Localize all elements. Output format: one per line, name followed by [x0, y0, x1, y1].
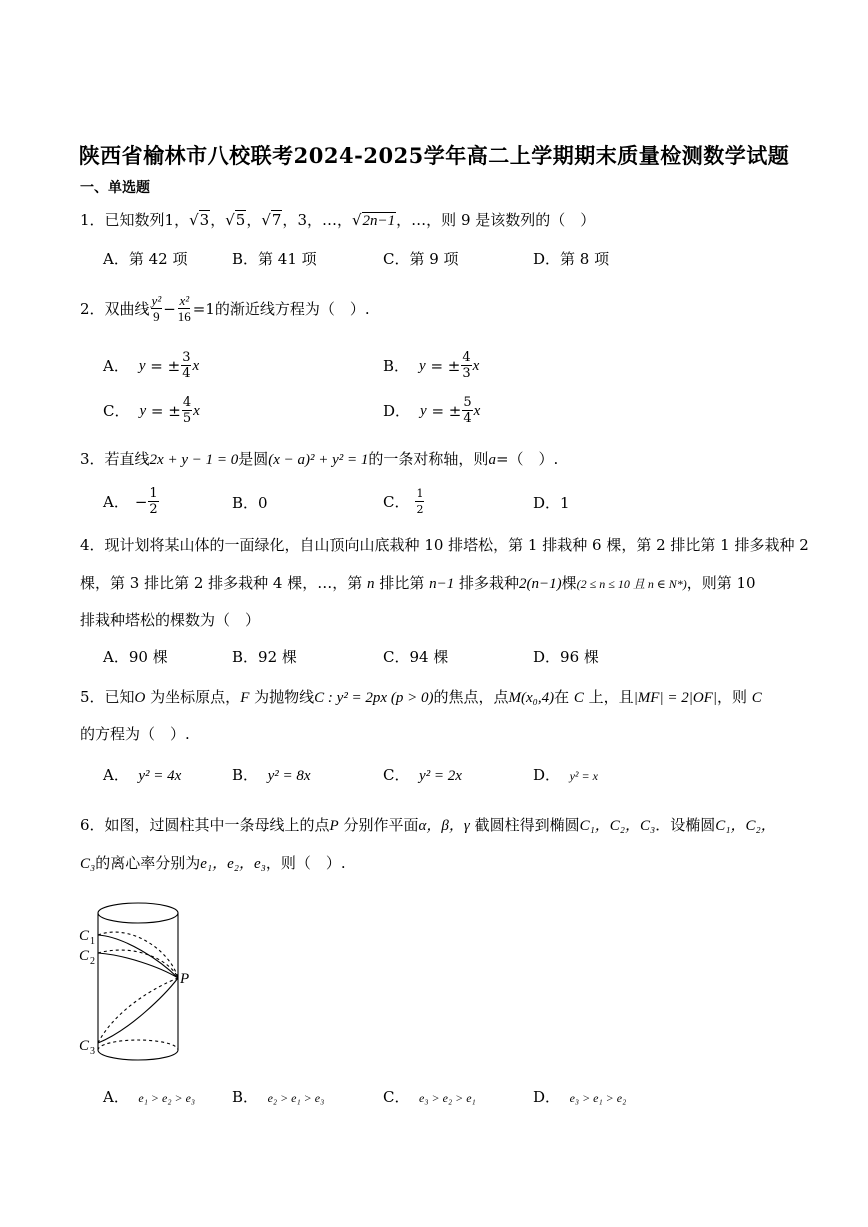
question-3: 3．若直线2x + y − 1 = 0是圆(x − a)² + y² = 1的一条对称轴，则a=（ ）. [80, 450, 559, 468]
q2-option-a-frac: $\frac{3}{4}$ [182, 350, 191, 381]
cylinder-top-ellipse [98, 903, 178, 923]
label-c1: C [79, 928, 90, 944]
q1-option-d[interactable]: D．第 8 项 [533, 250, 610, 268]
q4-condition: (2 ≤ n ≤ 10 且 n ∈ N*) [576, 577, 687, 591]
q2-option-c[interactable]: C． y = ± $\frac{4}{5}$ x [103, 395, 200, 426]
q3-option-c-frac: $\frac{1}{2}$ [416, 487, 424, 516]
q5-option-b[interactable]: B． y² = 8x [232, 766, 311, 784]
q2-suffix: 的渐近线方程为（ ）. [214, 299, 370, 318]
q4-option-b[interactable]: B．92 棵 [232, 648, 297, 666]
question-5-line-2: 的方程为（ ）. [80, 725, 190, 743]
q6-option-b[interactable]: B． e₂ > e₁ > e₃ [232, 1088, 325, 1106]
svg-text:1: 1 [90, 936, 95, 947]
svg-text:3: 3 [90, 1046, 95, 1057]
cylinder-bottom-back [98, 1040, 178, 1050]
q5-parabola: C : y² = 2px (p > 0) [314, 690, 434, 706]
q1-term-3: 7 [271, 211, 282, 229]
question-2: 2．双曲线 $\frac{\text{y²}}{9}$ − $\frac{\text{x²}}{16}$ =1 的渐近线方程为（ ）. [80, 293, 370, 324]
q6-option-a[interactable]: A． e₁ > e₂ > e₃ [103, 1088, 196, 1106]
question-1: 1．已知数列1，√3，√5，√7，3，…，√2n−1，…，则 9 是该数列的（ ） [80, 211, 596, 229]
label-c2: C [79, 948, 90, 964]
q4-option-d[interactable]: D．96 棵 [533, 648, 599, 666]
q1-option-a[interactable]: A．第 42 项 [103, 250, 188, 268]
q4-expr: 2(n−1) [519, 576, 562, 592]
q1-general-term: 2n−1 [362, 213, 396, 229]
q1-option-b[interactable]: B．第 41 项 [232, 250, 317, 268]
q2-frac-x: $\frac{\text{x²}}{16}$ [177, 293, 191, 324]
q2-option-a[interactable]: A． y = ± $\frac{3}{4}$ x [103, 350, 200, 381]
q4-option-c[interactable]: C．94 棵 [383, 648, 449, 666]
q5-option-c[interactable]: C． y² = 2x [383, 766, 462, 784]
section-heading: 一、单选题 [80, 180, 150, 196]
cylinder-figure [75, 895, 195, 1070]
q1-prefix: 1．已知数列1， [80, 211, 190, 229]
question-4-line-1: 4．现计划将某山体的一面绿化，自山顶向山底栽种 10 排塔松，第 1 排栽种 6 棵，第 2 排比第 1 排多栽种 2 [80, 536, 809, 554]
ellipse-c2-front [98, 953, 178, 978]
q2-option-d-frac: $\frac{5}{4}$ [463, 395, 472, 426]
q2-option-d[interactable]: D． y = ± $\frac{5}{4}$ x [383, 395, 481, 426]
q2-option-c-frac: $\frac{4}{5}$ [182, 395, 192, 426]
q1-term-1: 3 [199, 211, 210, 229]
question-6-line-2: C₃的离心率分别为e₁，e₂，e₃，则（ ）. [80, 854, 346, 872]
page-title: 陕西省榆林市八校联考2024-2025学年高二上学期期末质量检测数学试题 [78, 143, 790, 168]
q6-option-d[interactable]: D． e₃ > e₁ > e₂ [533, 1088, 627, 1106]
cylinder-bottom-front [98, 1050, 178, 1060]
q2-option-b-frac: $\frac{4}{3}$ [462, 350, 471, 381]
q3-option-a[interactable]: A． − $\frac{1}{2}$ [103, 486, 158, 517]
q3-option-d[interactable]: D．1 [533, 494, 570, 512]
svg-text:2: 2 [90, 956, 95, 967]
q2-frac-y: $\frac{\text{y²}}{9}$ [151, 293, 162, 324]
ellipse-c3-back [98, 978, 178, 1043]
q1-suffix: ，…，则 9 是该数列的（ ） [396, 211, 596, 229]
q2-option-b[interactable]: B． y = ± $\frac{4}{3}$ x [383, 350, 480, 381]
q4-option-a[interactable]: A．90 棵 [103, 648, 168, 666]
q3-circle-eq: (x − a)² + y² = 1 [268, 452, 369, 468]
ellipse-c3-front [98, 978, 178, 1043]
question-5-line-1: 5．已知O 为坐标原点，F 为抛物线C : y² = 2px (p > 0)的焦点，点M(x₀,4)在 C 上，且|MF| = 2|OF|，则 C [80, 688, 762, 706]
q3-option-a-frac: $\frac{1}{2}$ [149, 486, 158, 517]
q3-option-b[interactable]: B．0 [232, 494, 268, 512]
question-6-line-1: 6．如图，过圆柱其中一条母线上的点P 分别作平面α，β，γ 截圆柱得到椭圆C₁，C₂，C₃．设椭圆C₁，C₂， [80, 816, 776, 834]
q5-option-a[interactable]: A． y² = 4x [103, 766, 182, 784]
q2-prefix: 2．双曲线 [80, 299, 150, 318]
q1-term-4: 3 [297, 211, 307, 229]
question-4-line-2: 棵，第 3 排比第 2 排多栽种 4 棵，…，第 n 排比第 n−1 排多栽种2(n−1)棵(2 ≤ n ≤ 10 且 n ∈ N*)，则第 10 [80, 574, 756, 592]
question-4-line-3: 排栽种塔松的棵数为（ ） [80, 611, 261, 629]
q3-option-c[interactable]: C． $\frac{1}{2}$ [383, 487, 424, 516]
q5-option-d[interactable]: D． y² = x [533, 766, 598, 784]
q3-line-eq: 2x + y − 1 = 0 [149, 452, 239, 468]
q6-option-c[interactable]: C． e₃ > e₂ > e₁ [383, 1088, 476, 1106]
q1-option-c[interactable]: C．第 9 项 [383, 250, 459, 268]
q1-term-2: 5 [235, 211, 246, 229]
q5-point: M(x₀,4) [508, 690, 555, 706]
q5-condition: |MF| = 2|OF| [633, 690, 717, 706]
label-p: P [180, 971, 190, 987]
q2-eq-one: =1 [192, 299, 215, 318]
label-c3: C [79, 1038, 90, 1054]
